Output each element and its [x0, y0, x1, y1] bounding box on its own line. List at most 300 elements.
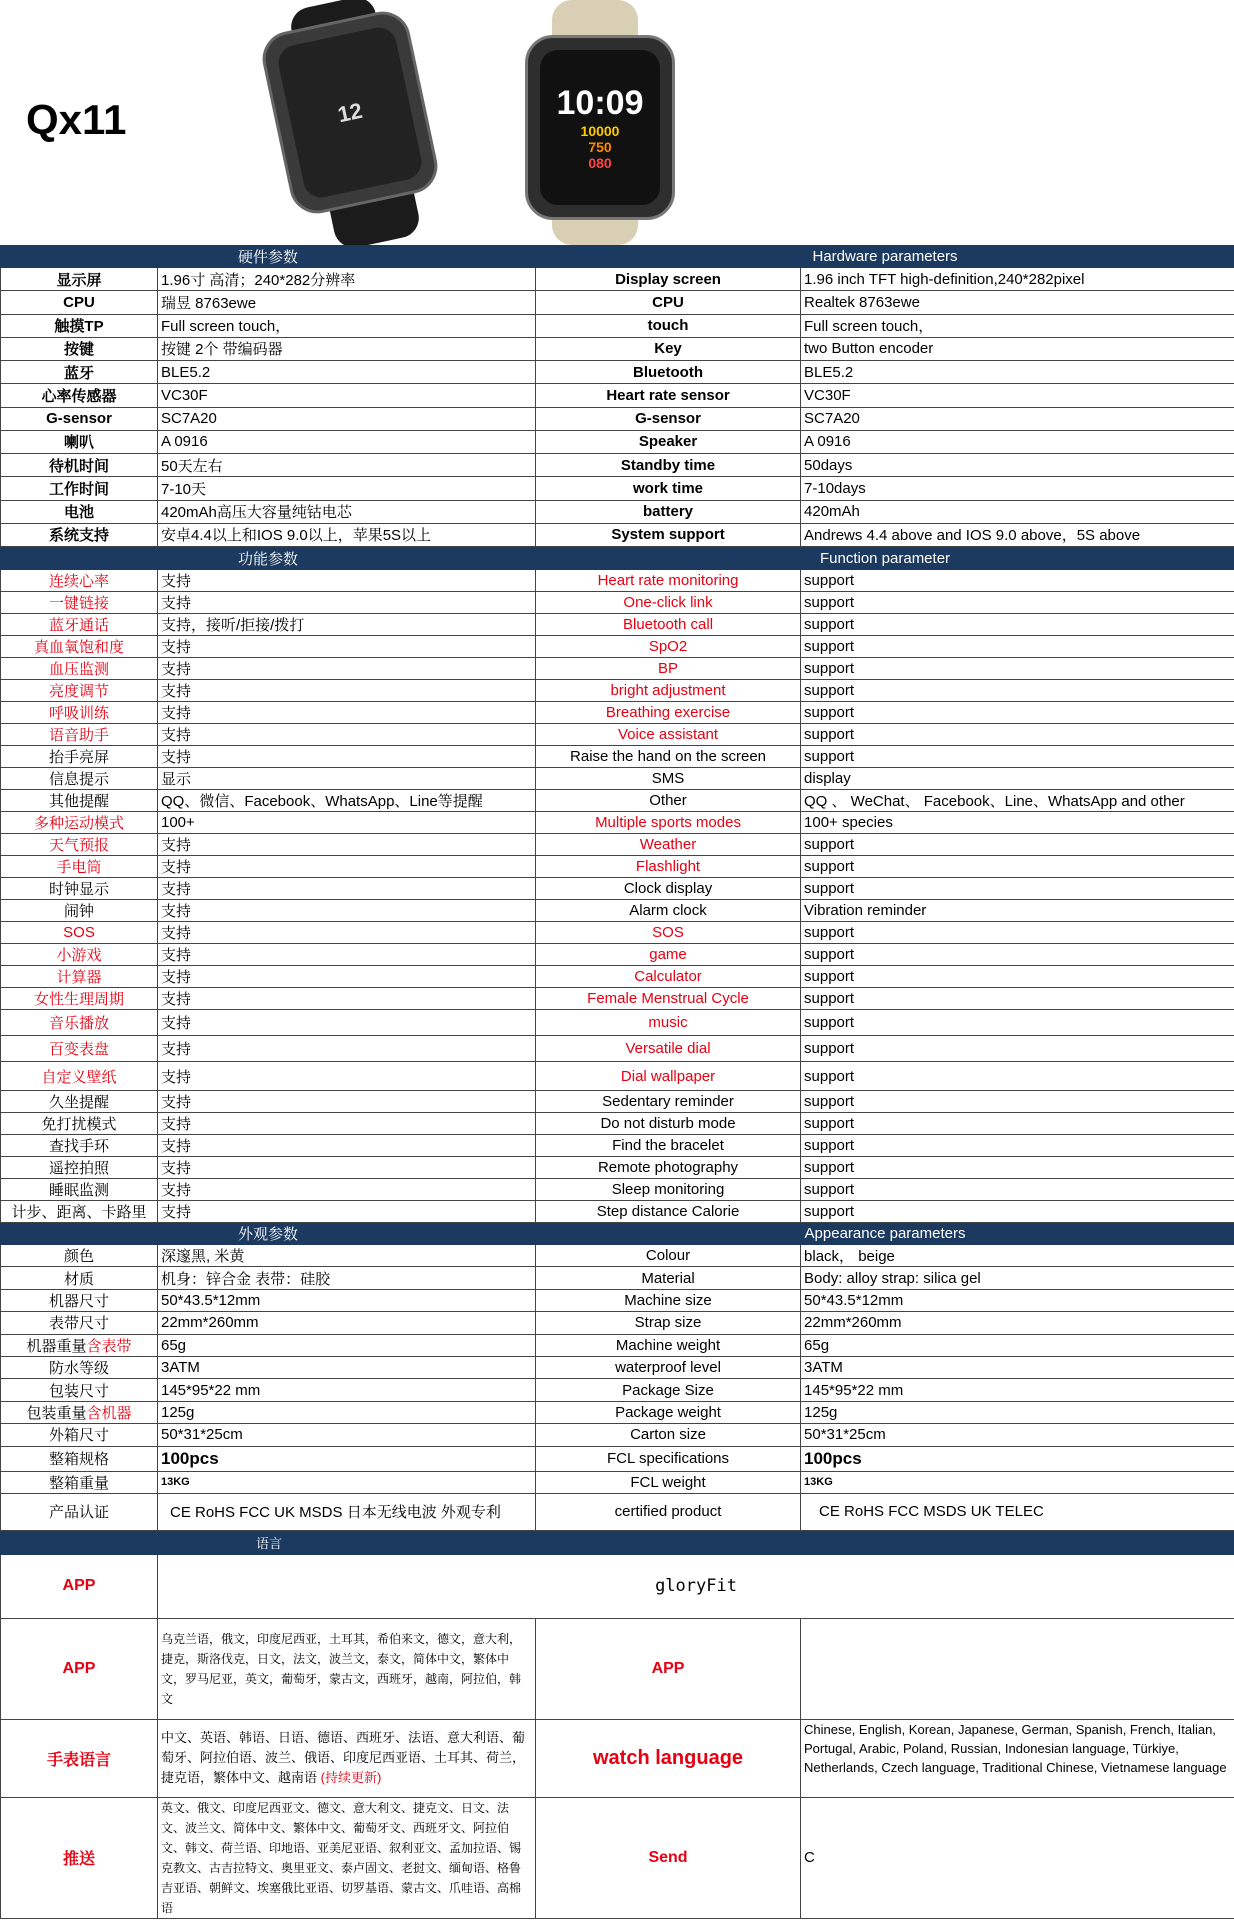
- appearance-value-cn: 3ATM: [158, 1356, 536, 1378]
- param-value-cn: Full screen touch，: [158, 314, 536, 337]
- feature-value-cn: 支持: [158, 1113, 536, 1135]
- table-row: [1, 1245, 1234, 1267]
- appearance-value-cn: 65g: [158, 1334, 536, 1356]
- feature-value-cn: 支持: [158, 592, 536, 614]
- feature-value-cn: 支持: [158, 724, 536, 746]
- param-label-cn: 系统支持: [1, 523, 158, 546]
- feature-label-cn: 信息提示: [1, 768, 158, 790]
- label-note: 含机器: [86, 1404, 132, 1422]
- table-row: [1, 746, 1234, 768]
- appearance-value-en: 50*43.5*12mm: [801, 1289, 1234, 1311]
- appearance-label-cn: [1, 1446, 158, 1471]
- feature-value-cn: 支持: [158, 1179, 536, 1201]
- feature-label-cn: 抬手亮屏: [1, 746, 158, 768]
- feature-label-en: Sedentary reminder: [536, 1091, 801, 1113]
- feature-value-en: support: [801, 724, 1234, 746]
- param-value-cn: SC7A20: [158, 407, 536, 430]
- table-row: [1, 1493, 1234, 1530]
- feature-label-cn: 血压监测: [1, 658, 158, 680]
- feature-value-cn: 支持: [158, 1062, 536, 1091]
- feature-value-cn: 支持: [158, 746, 536, 768]
- param-label-cn: CPU: [1, 291, 158, 314]
- appearance-label-en: certified product: [536, 1493, 801, 1530]
- param-label-cn: G-sensor: [1, 407, 158, 430]
- table-row: [1, 878, 1234, 900]
- table-row: [1, 724, 1234, 746]
- feature-value-en: support: [801, 988, 1234, 1010]
- feature-value-cn: 100+: [158, 812, 536, 834]
- feature-value-en: support: [801, 570, 1234, 592]
- table-row: [1, 523, 1234, 546]
- param-value-en: two Button encoder: [801, 337, 1234, 360]
- table-row: [1, 1267, 1234, 1289]
- feature-label-cn: 连续心率: [1, 570, 158, 592]
- feature-value-cn: 支持: [158, 1036, 536, 1062]
- param-label-en: Bluetooth: [536, 361, 801, 384]
- param-value-en: Full screen touch，: [801, 314, 1234, 337]
- feature-label-cn: 睡眠监测: [1, 1179, 158, 1201]
- feature-value-en: display: [801, 768, 1234, 790]
- appearance-value-cn: 深邃黑, 米黄: [158, 1245, 536, 1267]
- feature-value-en: support: [801, 658, 1234, 680]
- feature-value-cn: 支持: [158, 1010, 536, 1036]
- app-languages-cn: 乌克兰语，俄文，印度尼西亚，土耳其，希伯来文，德文，意大利，捷克，斯洛伐克，日文，法文，波兰文，泰文，简体中文，繁体中文，罗马尼亚，英文，葡萄牙，蒙古文，西班牙，越南，阿拉伯，韩文: [158, 1618, 536, 1719]
- appearance-label-cn: [1, 1334, 158, 1356]
- appearance-label-cn: [1, 1493, 158, 1530]
- feature-label-cn: 天气预报: [1, 834, 158, 856]
- table-row: [1, 680, 1234, 702]
- feature-value-cn: 支持: [158, 680, 536, 702]
- feature-value-cn: 支持: [158, 856, 536, 878]
- feature-value-cn: 支持: [158, 878, 536, 900]
- watch-time: 10:09: [556, 84, 644, 122]
- appearance-label-en: Colour: [536, 1245, 801, 1267]
- feature-label-cn: 免打扰模式: [1, 1113, 158, 1135]
- param-value-en: VC30F: [801, 384, 1234, 407]
- table-row: [1, 1446, 1234, 1471]
- appearance-value-en: 100pcs: [801, 1446, 1234, 1471]
- feature-value-en: QQ 、 WeChat、 Facebook、Line、WhatsApp and other: [801, 790, 1234, 812]
- param-value-en: SC7A20: [801, 407, 1234, 430]
- feature-label-en: One-click link: [536, 592, 801, 614]
- appearance-label-cn: [1, 1424, 158, 1446]
- push-label: 推送: [1, 1797, 158, 1918]
- feature-label-en: game: [536, 944, 801, 966]
- param-value-cn: 安卓4.4以上和IOS 9.0以上，苹果5S以上: [158, 523, 536, 546]
- feature-label-en: Dial wallpaper: [536, 1062, 801, 1091]
- section-header: [1, 547, 1234, 570]
- table-row: [1, 1157, 1234, 1179]
- table-row: [1, 477, 1234, 500]
- table-row: [1, 768, 1234, 790]
- feature-label-cn: 其他提醒: [1, 790, 158, 812]
- label-text: 材质: [63, 1270, 94, 1288]
- feature-label-cn: 蓝牙通话: [1, 614, 158, 636]
- watch-language-label-en: watch language: [536, 1719, 801, 1797]
- table-row: [1, 636, 1234, 658]
- push-label-en: Send: [536, 1797, 801, 1918]
- black-watch-image: 12: [235, 0, 475, 245]
- table-row: [1, 592, 1234, 614]
- table-row: [1, 988, 1234, 1010]
- table-row: [1, 1471, 1234, 1493]
- param-value-cn: A 0916: [158, 430, 536, 453]
- appearance-label-cn: [1, 1356, 158, 1378]
- feature-value-cn: 支持: [158, 636, 536, 658]
- feature-label-en: Female Menstrual Cycle: [536, 988, 801, 1010]
- param-label-en: Speaker: [536, 430, 801, 453]
- beige-watch-image: [465, 0, 725, 245]
- appearance-label-en: Strap size: [536, 1312, 801, 1334]
- push-languages-cn: 英文、俄文、印度尼西亚文、德文、意大利文、捷克文、日文、法文、波兰文、简体中文、繁体中文、葡萄牙文、西班牙文、阿拉伯文、韩文、荷兰语、印地语、亚美尼亚语、叙利亚文、孟加拉语、锡克教文、古吉拉特文、奥里亚文、泰卢固文、老挝文、缅甸语、格鲁吉亚语、朝鲜文、埃塞俄比亚语、切罗基语、蒙古文、爪哇语、高棉语: [158, 1797, 536, 1918]
- watch-kcal: 750: [588, 139, 612, 155]
- table-row: [1, 790, 1234, 812]
- param-label-en: CPU: [536, 291, 801, 314]
- param-value-cn: BLE5.2: [158, 361, 536, 384]
- table-row: [1, 314, 1234, 337]
- table-row: [1, 658, 1234, 680]
- feature-value-en: support: [801, 1135, 1234, 1157]
- appearance-value-cn: 125g: [158, 1401, 536, 1423]
- watch-steps: 10000: [580, 123, 620, 139]
- table-row: [1, 500, 1234, 523]
- feature-label-cn: 音乐播放: [1, 1010, 158, 1036]
- table-row: [1, 614, 1234, 636]
- feature-label-cn: 自定义壁纸: [1, 1062, 158, 1091]
- feature-value-cn: 支持: [158, 900, 536, 922]
- table-row: [1, 1036, 1234, 1062]
- product-header: [0, 0, 1234, 245]
- appearance-value-cn: 13KG: [158, 1471, 536, 1493]
- table-row: [1, 454, 1234, 477]
- feature-label-en: Find the bracelet: [536, 1135, 801, 1157]
- table-row: [1, 291, 1234, 314]
- feature-value-en: support: [801, 878, 1234, 900]
- table-row: [1, 570, 1234, 592]
- feature-label-en: SpO2: [536, 636, 801, 658]
- table-row: [1, 1010, 1234, 1036]
- appearance-label-en: Material: [536, 1267, 801, 1289]
- table-row: [1, 430, 1234, 453]
- param-label-en: battery: [536, 500, 801, 523]
- feature-label-en: Raise the hand on the screen: [536, 746, 801, 768]
- feature-value-cn: 支持: [158, 988, 536, 1010]
- feature-label-cn: 亮度调节: [1, 680, 158, 702]
- table-row: [1, 337, 1234, 360]
- feature-label-en: SOS: [536, 922, 801, 944]
- label-text: 机器重量: [26, 1337, 87, 1355]
- watch-languages-text: 中文、英语、韩语、日语、德语、西班牙、法语、意大利语、葡萄牙、阿拉伯语、波兰、俄语、印度尼西亚语、土耳其、荷兰，捷克语，繁体中文、越南语: [161, 1730, 526, 1786]
- feature-label-en: Sleep monitoring: [536, 1179, 801, 1201]
- feature-label-cn: 一键链接: [1, 592, 158, 614]
- feature-value-en: Vibration reminder: [801, 900, 1234, 922]
- param-value-en: Realtek 8763ewe: [801, 291, 1234, 314]
- appearance-value-cn: 50*31*25cm: [158, 1424, 536, 1446]
- feature-value-en: support: [801, 1179, 1234, 1201]
- feature-value-cn: 支持: [158, 944, 536, 966]
- table-row: [1, 922, 1234, 944]
- table-row: [1, 1289, 1234, 1311]
- table-row: [1, 856, 1234, 878]
- feature-value-en: support: [801, 614, 1234, 636]
- feature-label-en: bright adjustment: [536, 680, 801, 702]
- table-row: [1, 966, 1234, 988]
- feature-label-en: Step distance Calorie: [536, 1201, 801, 1223]
- feature-value-cn: 显示: [158, 768, 536, 790]
- feature-value-en: support: [801, 1010, 1234, 1036]
- section-header-cn: 功能参数: [1, 547, 536, 570]
- feature-value-en: support: [801, 1201, 1234, 1223]
- param-label-cn: 待机时间: [1, 454, 158, 477]
- section-header-language: 语言: [1, 1530, 1234, 1554]
- feature-value-en: support: [801, 944, 1234, 966]
- section-header: [1, 1223, 1234, 1245]
- product-title: Qx11: [26, 96, 127, 143]
- param-label-cn: 蓝牙: [1, 361, 158, 384]
- table-row: [1, 944, 1234, 966]
- feature-label-cn: 呼吸训练: [1, 702, 158, 724]
- param-value-en: Andrews 4.4 above and IOS 9.0 above，5S above: [801, 523, 1234, 546]
- label-note: 含表带: [86, 1337, 132, 1355]
- param-value-en: BLE5.2: [801, 361, 1234, 384]
- appearance-label-en: Machine size: [536, 1289, 801, 1311]
- table-row: [1, 407, 1234, 430]
- feature-label-cn: 查找手环: [1, 1135, 158, 1157]
- feature-value-en: support: [801, 1113, 1234, 1135]
- table-row: [1, 1401, 1234, 1423]
- appearance-label-en: waterproof level: [536, 1356, 801, 1378]
- feature-value-cn: 支持: [158, 966, 536, 988]
- feature-value-en: support: [801, 592, 1234, 614]
- push-languages-en: C: [801, 1797, 1234, 1918]
- feature-value-cn: 支持: [158, 1157, 536, 1179]
- feature-value-cn: QQ、微信、Facebook、WhatsApp、Line等提醒: [158, 790, 536, 812]
- appearance-value-cn: 22mm*260mm: [158, 1312, 536, 1334]
- feature-label-en: music: [536, 1010, 801, 1036]
- feature-label-cn: 语音助手: [1, 724, 158, 746]
- param-label-en: System support: [536, 523, 801, 546]
- appearance-value-en: 145*95*22 mm: [801, 1379, 1234, 1401]
- param-label-cn: 电池: [1, 500, 158, 523]
- param-label-en: G-sensor: [536, 407, 801, 430]
- table-row: [1, 1312, 1234, 1334]
- table-row: [1, 1062, 1234, 1091]
- feature-label-en: Remote photography: [536, 1157, 801, 1179]
- param-label-en: Display screen: [536, 268, 801, 291]
- watch-languages-en: Chinese, English, Korean, Japanese, German, Spanish, French, Italian, Portugal, Arabic, Poland, Russian, Indonesian language, Türkiye, Netherlands, Czech language, Traditional Chinese, Vietnamese language: [801, 1719, 1234, 1797]
- table-row: [1, 1356, 1234, 1378]
- appearance-label-en: Machine weight: [536, 1334, 801, 1356]
- feature-value-cn: 支持: [158, 658, 536, 680]
- feature-value-cn: 支持: [158, 922, 536, 944]
- table-row: [1, 900, 1234, 922]
- param-label-en: touch: [536, 314, 801, 337]
- update-note: (持续更新): [320, 1770, 382, 1786]
- feature-value-en: support: [801, 856, 1234, 878]
- lang-row: [1, 1618, 1234, 1719]
- table-row: [1, 1091, 1234, 1113]
- section-header-en: Function parameter: [536, 547, 1234, 570]
- appearance-label-en: Package weight: [536, 1401, 801, 1423]
- lang-row: [1, 1719, 1234, 1797]
- feature-label-cn: 时钟显示: [1, 878, 158, 900]
- section-header: [1, 246, 1234, 268]
- feature-label-cn: 手电筒: [1, 856, 158, 878]
- feature-label-en: Multiple sports modes: [536, 812, 801, 834]
- feature-label-cn: 计步、距离、卡路里: [1, 1201, 158, 1223]
- label-text: 产品认证: [48, 1504, 109, 1522]
- param-value-cn: 按键 2个 带编码器: [158, 337, 536, 360]
- param-value-cn: 1.96寸 高清；240*282分辨率: [158, 268, 536, 291]
- app2-label-en: APP: [536, 1618, 801, 1719]
- appearance-value-en: Body: alloy strap: silica gel: [801, 1267, 1234, 1289]
- param-value-en: 1.96 inch TFT high-definition,240*282pixel: [801, 268, 1234, 291]
- appearance-label-en: Package Size: [536, 1379, 801, 1401]
- feature-value-cn: 支持: [158, 1135, 536, 1157]
- feature-label-en: Breathing exercise: [536, 702, 801, 724]
- label-text: 外箱尺寸: [48, 1427, 109, 1445]
- feature-label-en: Versatile dial: [536, 1036, 801, 1062]
- label-text: 机器尺寸: [48, 1292, 109, 1310]
- feature-value-cn: 支持: [158, 570, 536, 592]
- feature-label-cn: 计算器: [1, 966, 158, 988]
- feature-label-en: Calculator: [536, 966, 801, 988]
- appearance-label-cn: [1, 1401, 158, 1423]
- table-row: [1, 702, 1234, 724]
- app-name: gloryFit: [158, 1554, 1234, 1618]
- app-label: APP: [1, 1554, 158, 1618]
- param-label-en: work time: [536, 477, 801, 500]
- table-row: [1, 1334, 1234, 1356]
- table-row: [1, 1113, 1234, 1135]
- label-text: 防水等级: [48, 1360, 109, 1378]
- appearance-value-en: black， beige: [801, 1245, 1234, 1267]
- label-text: 整箱规格: [48, 1451, 109, 1469]
- feature-label-en: Do not disturb mode: [536, 1113, 801, 1135]
- appearance-label-en: FCL specifications: [536, 1446, 801, 1471]
- label-text: 包装重量: [26, 1404, 87, 1422]
- spec-table: [0, 245, 1234, 1919]
- appearance-value-en: 13KG: [801, 1471, 1234, 1493]
- feature-value-en: 100+ species: [801, 812, 1234, 834]
- table-row: [1, 1424, 1234, 1446]
- table-row: [1, 361, 1234, 384]
- label-text: 包装尺寸: [48, 1382, 109, 1400]
- param-value-cn: 7-10天: [158, 477, 536, 500]
- appearance-label-cn: [1, 1312, 158, 1334]
- appearance-value-en: CE RoHS FCC MSDS UK TELEC: [801, 1493, 1234, 1530]
- lang-row: [1, 1797, 1234, 1918]
- feature-value-en: support: [801, 680, 1234, 702]
- feature-value-cn: 支持: [158, 1091, 536, 1113]
- feature-label-en: Voice assistant: [536, 724, 801, 746]
- appearance-value-en: 22mm*260mm: [801, 1312, 1234, 1334]
- label-text: 表带尺寸: [48, 1315, 109, 1333]
- feature-label-cn: 真血氧饱和度: [1, 636, 158, 658]
- table-row: [1, 812, 1234, 834]
- appearance-value-cn: 145*95*22 mm: [158, 1379, 536, 1401]
- feature-value-cn: 支持: [158, 702, 536, 724]
- feature-label-cn: SOS: [1, 922, 158, 944]
- feature-value-cn: 支持: [158, 834, 536, 856]
- param-label-cn: 心率传感器: [1, 384, 158, 407]
- app2-label: APP: [1, 1618, 158, 1719]
- feature-value-en: support: [801, 636, 1234, 658]
- feature-value-en: support: [801, 746, 1234, 768]
- param-label-cn: 显示屏: [1, 268, 158, 291]
- watch-language-label: 手表语言: [1, 1719, 158, 1797]
- appearance-label-cn: [1, 1267, 158, 1289]
- label-text: 颜色: [63, 1248, 94, 1266]
- appearance-label-cn: [1, 1245, 158, 1267]
- appearance-label-cn: [1, 1471, 158, 1493]
- section-header-cn: 硬件参数: [1, 246, 536, 268]
- feature-label-en: Bluetooth call: [536, 614, 801, 636]
- appearance-value-en: 3ATM: [801, 1356, 1234, 1378]
- feature-label-cn: 女性生理周期: [1, 988, 158, 1010]
- param-label-cn: 喇叭: [1, 430, 158, 453]
- appearance-label-cn: [1, 1289, 158, 1311]
- feature-value-en: support: [801, 834, 1234, 856]
- feature-label-en: Flashlight: [536, 856, 801, 878]
- section-header-cn: 外观参数: [1, 1223, 536, 1245]
- feature-label-cn: 久坐提醒: [1, 1091, 158, 1113]
- table-row: [1, 384, 1234, 407]
- feature-value-en: support: [801, 966, 1234, 988]
- param-value-cn: 50天左右: [158, 454, 536, 477]
- table-row: [1, 1135, 1234, 1157]
- table-row: [1, 834, 1234, 856]
- feature-value-en: support: [801, 1036, 1234, 1062]
- param-value-en: 50days: [801, 454, 1234, 477]
- feature-value-en: support: [801, 922, 1234, 944]
- lang-row: [1, 1554, 1234, 1618]
- param-label-cn: 触摸TP: [1, 314, 158, 337]
- appearance-value-cn: CE RoHS FCC UK MSDS 日本无线电波 外观专利: [158, 1493, 536, 1530]
- table-row: [1, 268, 1234, 291]
- section-header: [1, 1530, 1234, 1554]
- feature-label-en: Alarm clock: [536, 900, 801, 922]
- appearance-value-cn: 机身：锌合金 表带：硅胶: [158, 1267, 536, 1289]
- feature-label-en: Weather: [536, 834, 801, 856]
- feature-value-en: support: [801, 1062, 1234, 1091]
- appearance-value-en: 50*31*25cm: [801, 1424, 1234, 1446]
- feature-label-en: Clock display: [536, 878, 801, 900]
- feature-label-cn: 遥控拍照: [1, 1157, 158, 1179]
- appearance-label-cn: [1, 1379, 158, 1401]
- watch-languages-cn: [158, 1719, 536, 1797]
- watch-hr: 080: [588, 155, 612, 171]
- table-row: [1, 1179, 1234, 1201]
- feature-label-cn: 多种运动模式: [1, 812, 158, 834]
- feature-label-cn: 小游戏: [1, 944, 158, 966]
- feature-value-en: support: [801, 1157, 1234, 1179]
- param-value-cn: 瑞昱 8763ewe: [158, 291, 536, 314]
- param-label-cn: 工作时间: [1, 477, 158, 500]
- param-value-cn: 420mAh高压大容量纯钴电芯: [158, 500, 536, 523]
- appearance-value-cn: 100pcs: [158, 1446, 536, 1471]
- feature-label-cn: 闹钟: [1, 900, 158, 922]
- feature-value-en: support: [801, 1091, 1234, 1113]
- param-label-en: Key: [536, 337, 801, 360]
- param-value-en: A 0916: [801, 430, 1234, 453]
- feature-label-en: SMS: [536, 768, 801, 790]
- section-header-en: Appearance parameters: [536, 1223, 1234, 1245]
- param-label-en: Heart rate sensor: [536, 384, 801, 407]
- param-value-en: 7-10days: [801, 477, 1234, 500]
- param-value-en: 420mAh: [801, 500, 1234, 523]
- param-value-cn: VC30F: [158, 384, 536, 407]
